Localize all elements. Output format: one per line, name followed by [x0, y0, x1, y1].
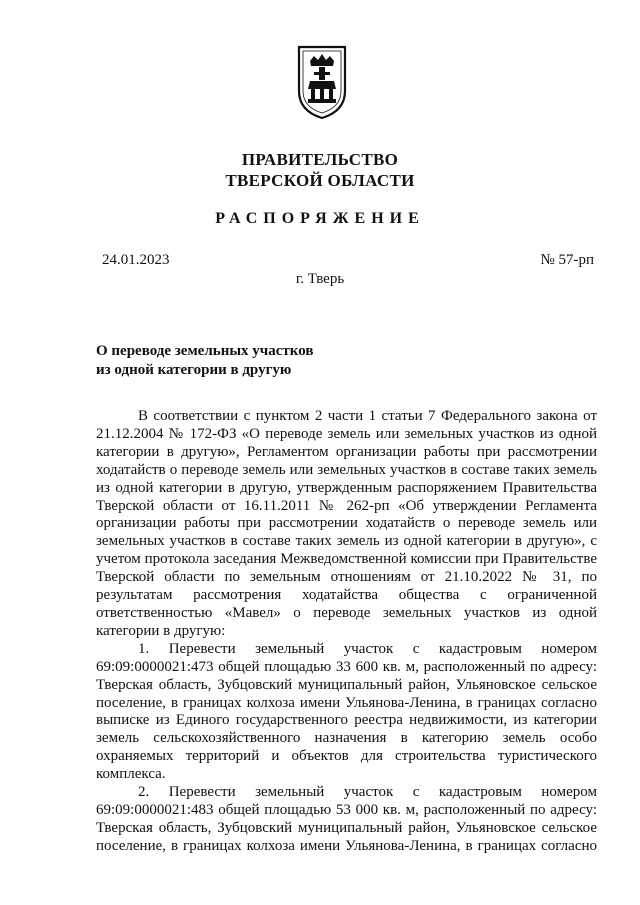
preamble-line: учетом протокола заседания Межведомственной комиссии при Правительстве [96, 551, 597, 568]
document-date: 24.01.2023 [102, 252, 170, 268]
item1-line: Тверская область, Зубцовский муниципальный район, Ульяновское сельское [96, 676, 597, 693]
preamble-line: организации работы при рассмотрении ходатайств о переводе земель или [96, 515, 597, 532]
subject-line: О переводе земельных участков [96, 343, 314, 359]
preamble-line: от 21.12.2004 № 172-ФЗ «О переводе земель или земельных участков из одной [96, 408, 598, 442]
preamble-line: категории в другую: [96, 622, 226, 639]
document-subject [96, 342, 313, 380]
item2-line: поселение, в границах колхоза имени Ульянова-Ленина, в границах согласно [96, 837, 597, 854]
preamble-line: категории в другую», Регламентом организации работы при рассмотрении [96, 443, 597, 460]
subject-line: из одной категории в другую [96, 362, 292, 378]
document-body [96, 408, 597, 856]
preamble-line: В соответствии с пунктом 2 части 1 статьи 7 Федерального закона [138, 408, 578, 424]
item1-line: поселение, в границах колхоза имени Ульянова-Ленина, в границах согласно [96, 694, 597, 711]
preamble-line: ответственностью «Мавел» о переводе земельных участков из одной [96, 604, 597, 621]
preamble-line: из одной категории в другую, утвержденным распоряжением Правительства [96, 479, 597, 496]
preamble-line: ходатайств о переводе земель или земельных участков в составе таких земель [96, 461, 597, 478]
preamble-line: земельных участков в составе таких земель из одной категории в другую», с [96, 533, 597, 550]
organization-name-line2: ТВЕРСКОЙ ОБЛАСТИ [225, 171, 415, 190]
item2-line: Тверская область, Зубцовский муниципальный район, Ульяновское сельское [96, 819, 597, 836]
organization-name-line1: ПРАВИТЕЛЬСТВО [241, 150, 399, 169]
document-city: г. Тверь [295, 271, 345, 287]
preamble-line: Тверской области от 16.11.2011 № 262-рп «Об утверждении Регламента [96, 497, 597, 514]
preamble-line: результатам рассмотрения ходатайства общества с ограниченной [96, 587, 597, 604]
tver-coat-of-arms-icon [296, 45, 348, 120]
item1-line: земель сельскохозяйственного назначения в категорию земель особо [96, 730, 597, 747]
preamble-line: Тверской области по земельным отношениям от 21.10.2022 № 31, по [96, 569, 597, 586]
item2-line: 2. Перевести земельный участок с кадастровым номером [138, 784, 597, 801]
list-item-2 [96, 784, 597, 856]
item2-line: 69:09:0000021:483 общей площадью 53 000 кв. м, расположенный по адресу: [96, 801, 597, 818]
preamble-paragraph [96, 408, 597, 641]
item1-line: 1. Перевести земельный участок с кадастровым номером [138, 640, 597, 657]
list-item-1 [96, 641, 597, 784]
item1-line: выписке из Единого государственного реестра недвижимости, из категории [96, 712, 597, 729]
item1-line: охраняемых территорий и объектов для строительства туристического [96, 748, 597, 765]
document-type: РАСПОРЯЖЕНИЕ [215, 210, 425, 227]
item1-line: комплекса. [96, 766, 166, 783]
item1-line: 69:09:0000021:473 общей площадью 33 600 кв. м, расположенный по адресу: [96, 658, 597, 675]
document-number: № 57-рп [540, 252, 594, 268]
